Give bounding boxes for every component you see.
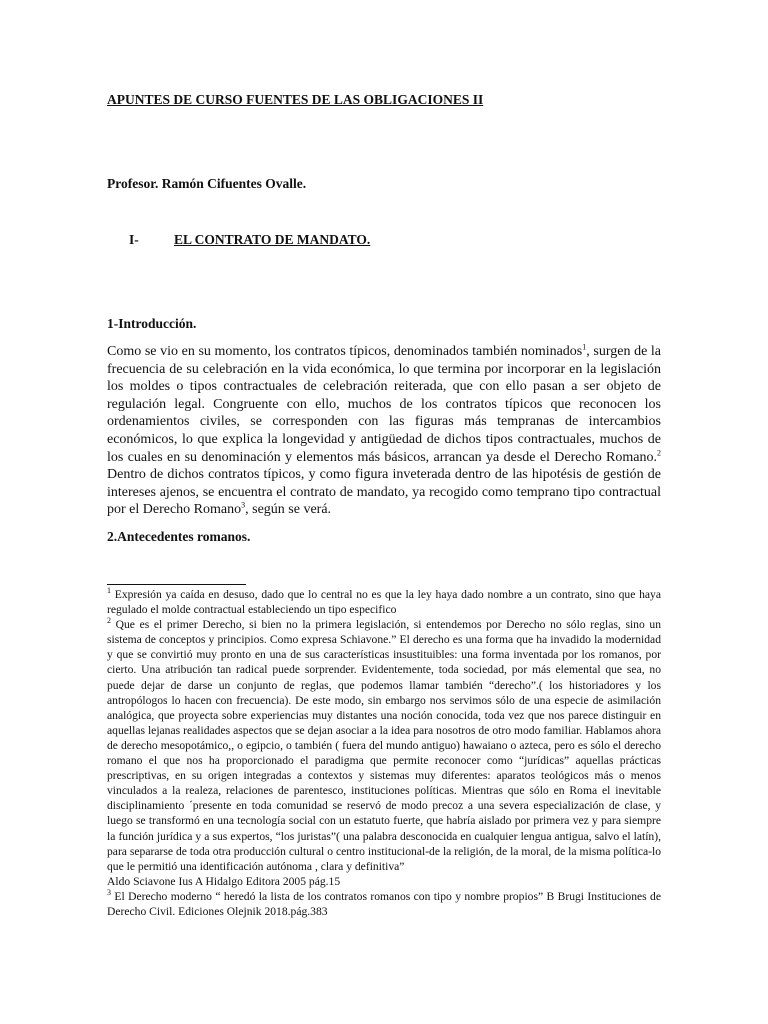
section-number: I- — [129, 232, 139, 247]
footnote-separator — [107, 584, 246, 585]
section-title: EL CONTRATO DE MANDATO. — [174, 232, 371, 247]
introduccion-paragraph — [107, 343, 661, 519]
paragraph-text-part3: Dentro de dichos contratos típicos, y como figura inveterada dentro de las hipotésis de gestión de intereses ajenos, se encuentra el contrato de mandato, ya recogido como temprano tipo contractual por el Derecho Romano — [107, 467, 661, 518]
professor-line: Profesor. Ramón Cifuentes Ovalle. — [107, 176, 307, 191]
footnote-ref-1: 1 — [582, 342, 587, 352]
footnote-2-source: Aldo Sciavone Ius A Hidalgo Editora 2005 pág.15 — [107, 874, 341, 888]
footnote-2-text: Que es el primer Derecho, si bien no la primera legislación, si entendemos por Derecho no sólo reglas, sino un sistema de conceptos y principios. Como expresa Schiavone.” El derecho es una forma que ha invadido la modernidad y que se convirtió muy pronto en una de sus características insustituibles: una forma inventada por los romanos, por cierto. Una atribución tan radical puede sorprender. Evidentemente, toda sociedad, por más elemental que sea, no puede dejar de darse un conjunto de reglas, que podemos llamar también “derecho”.( los historiadores y los antropólogos lo hacen con frecuencia). De este modo, sin embargo nos servimos sólo de una especie de asimilación analógica, que proyecta sobre experiencias muy distantes una noción conocida, toda vez que nos parece distinguir en aquellas lejanas realidades aspectos que se dejan asociar a la idea para nosotros de otro modo familiar. Hablamos ahora de derecho mesopotámico,, o egipcio, o también ( fuera del mundo antiguo) hawaiano o azteca, pero es sólo el derecho romano el que nos ha proporcionado el paradigma que permite reconocer como “jurídicas” aquellas prácticas prescriptivas, en su origen integradas a contextos y sistemas muy diferentes: aparatos teológicos más o menos vinculados a la realeza, relaciones de parentesco, instituciones políticas. Mientras que sólo en Roma el inevitable disciplinamiento ´presente en toda comunidad se reservó de modo precoz a una severa especialización de clase, y luego se transformó en una tecnología social con un estatuto fuerte, que habría aislado por primera vez y para siempre la función jurídica y a sus expertos, “los juristas”( una palabra desconocida en cualquier lengua antigua, salvo el latín), para separarse de toda otra producción cultural o centro institucional-de la religión, de la moral, de la misma política-lo que le permitió una identificación autónoma , clara y definitiva” — [107, 618, 661, 873]
paragraph-text-part2: , surgen de la frecuencia de su celebración en la vida económica, lo que termina por incorporar en la legislación los moldes o tipos contractuales de celebración reiterada, que con ello pasan a ser objeto de regulación legal. Congruente con ello, muchos de los contratos típicos que reconocen los ordenamientos civiles, se corresponden con las figuras más tempranas de intercambios económicos, lo que explica la longevidad y antigüedad de dichos tipos contractuales, muchos de los cuales en su denominación y elementos más básicos, arrancan ya desde el Derecho Romano. — [107, 344, 661, 465]
footnotes-area — [107, 587, 661, 919]
paragraph-text-part1: Como se vio en su momento, los contratos típicos, denominados también nominados — [107, 344, 583, 359]
document-title: APUNTES DE CURSO FUENTES DE LAS OBLIGACIONES II — [107, 92, 484, 107]
footnote-1 — [107, 587, 661, 617]
footnote-2 — [107, 617, 661, 889]
subsection-antecedentes-heading: 2.Antecedentes romanos. — [107, 529, 251, 544]
footnote-ref-3: 3 — [241, 500, 246, 510]
footnote-mark-2: 2 — [107, 616, 111, 626]
footnote-mark-3: 3 — [107, 888, 111, 898]
footnote-ref-2: 2 — [657, 447, 661, 457]
footnote-3 — [107, 889, 661, 919]
footnote-3-text: El Derecho moderno “ heredó la lista de los contratos romanos con tipo y nombre propios” B Brugi Instituciones de Derecho Civil. Ediciones Olejnik 2018.pág.383 — [107, 889, 661, 918]
footnote-mark-1: 1 — [107, 586, 111, 596]
paragraph-text-part4: , según se verá. — [245, 502, 332, 518]
section-heading — [129, 232, 370, 248]
footnote-1-text: Expresión ya caída en desuso, dado que lo central no es que la ley haya dado nombre a un contrato, sino que haya regulado el molde contractual estableciendo un tipo especifico — [107, 588, 661, 617]
subsection-introduccion-heading: 1-Introducción. — [107, 316, 197, 331]
